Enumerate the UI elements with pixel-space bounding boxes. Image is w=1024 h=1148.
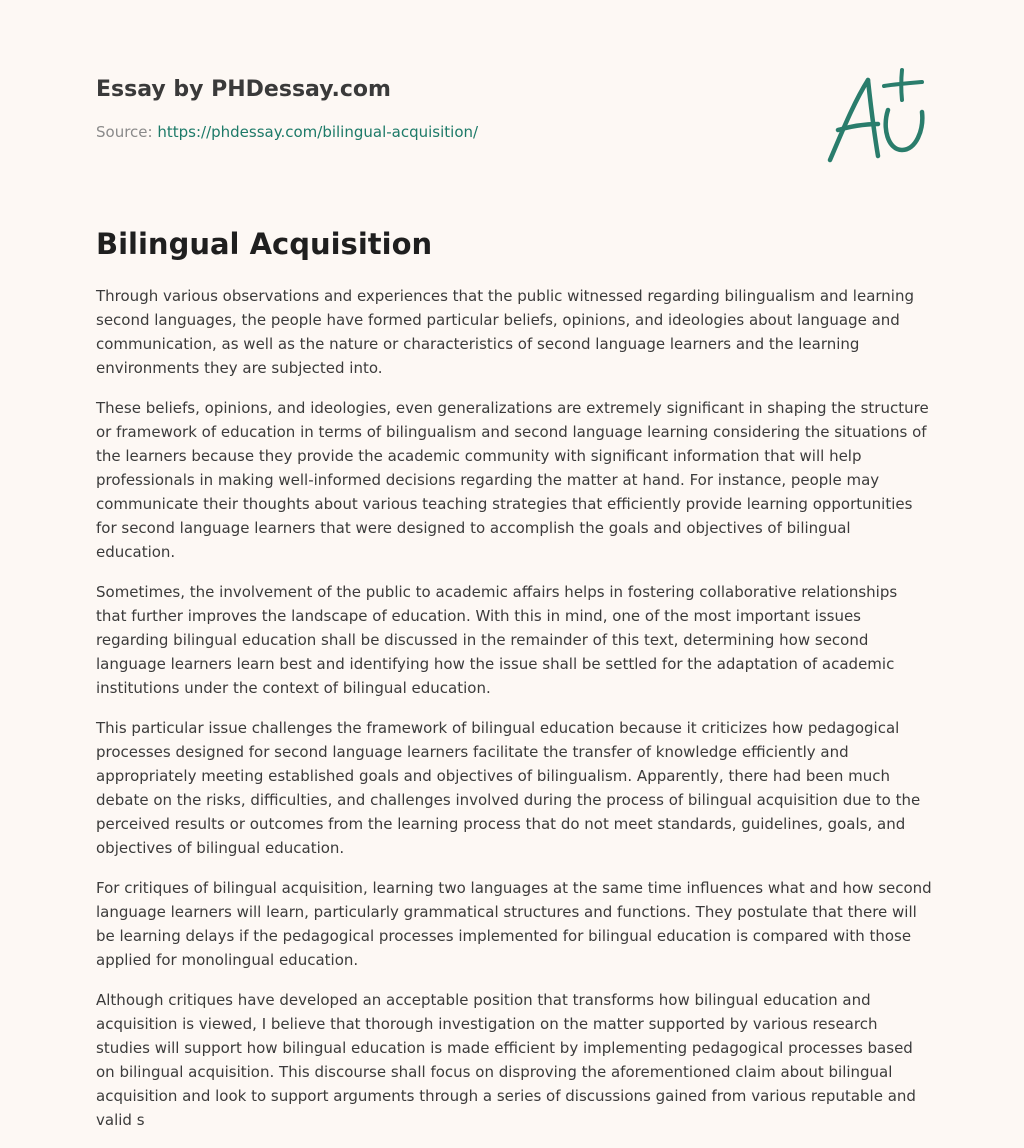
paragraph-6: Although critiques have developed an acceptable position that transforms how bilingual education and acquisition is viewed, I believe that thorough investigation on the matter supported by various research studies will support how bilingual education is made efficient by implementing pedagogical processes based on bilingual acquisition. This discourse shall focus on disproving the aforementioned claim about bilingual acquisition and look to support arguments through a series of discussions gained from various reputable and valid s (96, 991, 916, 1129)
essay-body (96, 284, 932, 1148)
paragraph-3: Sometimes, the involvement of the public to academic affairs helps in fostering collaborative relationships that further improves the landscape of education. With this in mind, one of the most important issues regarding bilingual education shall be discussed in the remainder of this text, determining how second language learners learn best and identifying how the issue shall be settled for the adaptation of academic institutions under the context of bilingual education. (96, 583, 898, 697)
essay-title: Bilingual Acquisition (96, 227, 433, 261)
essay-header (96, 74, 796, 142)
source-link[interactable]: https://phdessay.com/bilingual-acquisition/ (157, 123, 479, 141)
paragraph-1: Through various observations and experiences that the public witnessed regarding bilingualism and learning second languages, the people have formed particular beliefs, opinions, and ideologies about language and communication, as well as the nature or characteristics of second language learners and the learning environments they are subjected into. (96, 287, 915, 377)
source-line (96, 122, 796, 142)
paragraph-2: These beliefs, opinions, and ideologies, even generalizations are extremely significant in shaping the structure or framework of education in terms of bilingualism and second language learning considering the situations of the learners because they provide the academic community with significant information that will help professionals in making well-informed decisions regarding the matter at hand. For instance, people may communicate their thoughts about various teaching strategies that efficiently provide learning opportunities for second language learners that were designed to accomplish the goals and objectives of bilingual education. (96, 399, 929, 561)
a-plus-grade-icon (818, 66, 930, 166)
source-label: Source: (96, 123, 153, 141)
paragraph-5: For critiques of bilingual acquisition, learning two languages at the same time influences what and how second language learners will learn, particularly grammatical structures and functions. They postulate that there will be learning delays if the pedagogical processes implemented for bilingual education is compared with those applied for monolingual education. (96, 879, 932, 969)
paragraph-4: This particular issue challenges the framework of bilingual education because it criticizes how pedagogical processes designed for second language learners facilitate the transfer of knowledge efficiently and appropriately meeting established goals and objectives of bilingualism. Apparently, there had been much debate on the risks, difficulties, and challenges involved during the process of bilingual acquisition due to the perceived results or outcomes from the learning process that do not meet standards, guidelines, goals, and objectives of bilingual education. (96, 719, 921, 857)
site-brand: Essay by PHDessay.com (96, 77, 391, 102)
